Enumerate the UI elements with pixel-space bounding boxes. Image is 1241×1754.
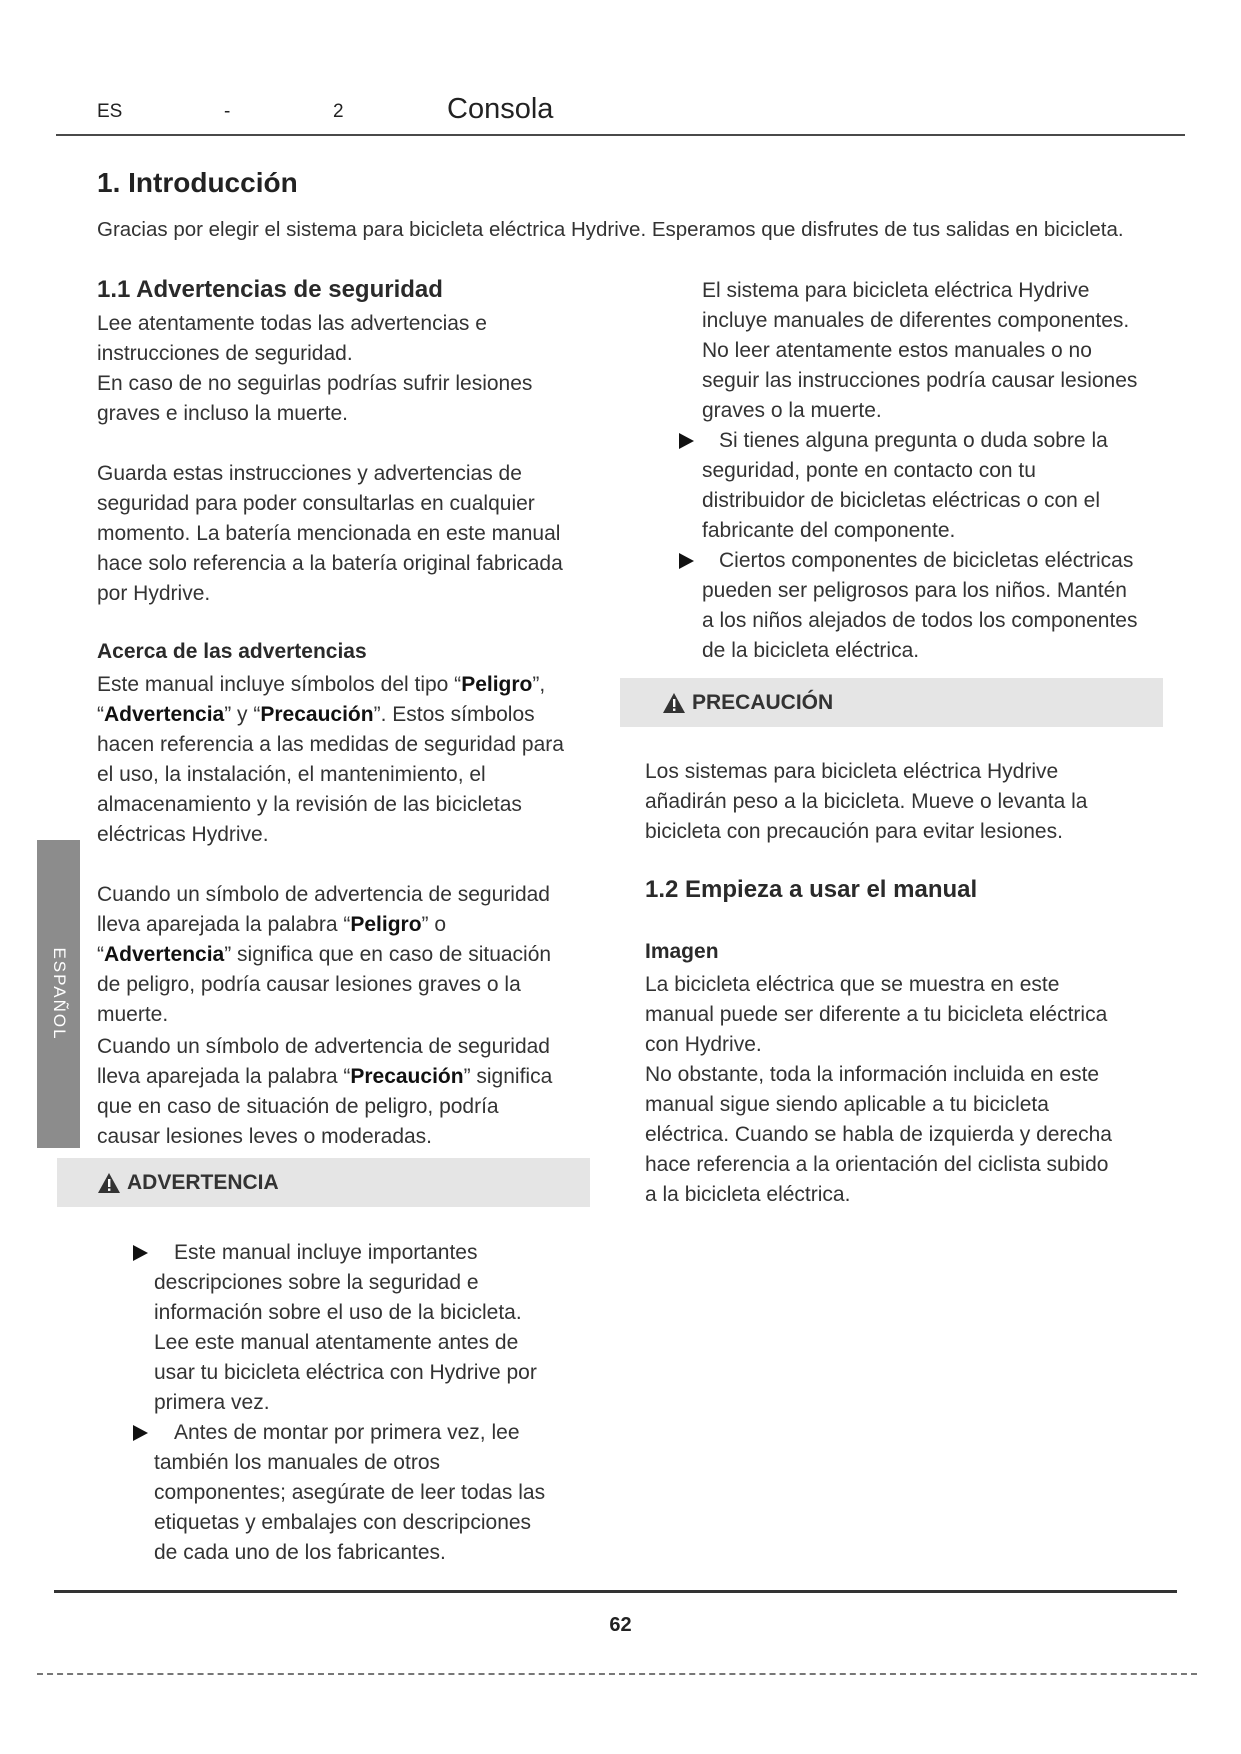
header-lang: ES (97, 101, 123, 122)
caution-banner-label: PRECAUCIÓN (692, 690, 834, 714)
triangle-bullet-icon (133, 1425, 148, 1441)
list-item: Antes de montar por primera vez, lee también los manuales de otros componentes; asegúrate de leer todas las etiquetas y embalajes con descripciones de cada uno de los fabricantes. (154, 1418, 559, 1568)
safety-paragraph-2: En caso de no seguirlas podrías sufrir lesiones graves e incluso la muerte. (97, 372, 533, 425)
warning-triangle-icon (97, 1172, 121, 1194)
triangle-bullet-icon (679, 553, 694, 569)
language-side-tab-label: ESPAÑOL (49, 947, 69, 1041)
warning-list (154, 1238, 559, 1568)
safety-info-list (702, 426, 1142, 666)
intro-heading: 1. Introducción (97, 167, 298, 198)
page-number: 62 (609, 1614, 632, 1636)
footer-rule (54, 1590, 1177, 1593)
warning-banner (57, 1158, 590, 1207)
language-side-tab (37, 840, 80, 1148)
about-warnings-heading: Acerca de las advertencias (97, 640, 367, 663)
caution-triangle-icon (662, 692, 686, 714)
caution-text: Los sistemas para bicicleta eléctrica Hydrive añadirán peso a la bicicleta. Mueve o levanta la bicicleta con precaución para evitar lesiones. (645, 760, 1088, 843)
manual-start-heading: 1.2 Empieza a usar el manual (645, 876, 978, 903)
image-paragraph-2: No obstante, toda la información incluida en este manual sigue siendo aplicable a tu bicicleta eléctrica. Cuando se habla de izquierda y derecha hace referencia a la orientación del ciclista subido a la bicicleta eléctrica. (645, 1063, 1112, 1206)
image-section (645, 970, 1125, 1210)
list-item: Ciertos componentes de bicicletas eléctricas pueden ser peligrosos para los niños. Mantén a los niños alejados de todos los componentes de la bicicleta eléctrica. (702, 546, 1142, 666)
triangle-bullet-icon (133, 1245, 148, 1261)
intro-text: Gracias por elegir el sistema para bicicleta eléctrica Hydrive. Esperamos que disfrutes de tus salidas en bicicleta. (97, 218, 1124, 241)
caution-explanation: Cuando un símbolo de advertencia de seguridad lleva aparejada la palabra “Precaución” significa que en caso de situación de peligro, podría causar lesiones leves o moderadas. (97, 1035, 553, 1148)
header-rule (56, 134, 1185, 136)
scan-edge-line (37, 1673, 1197, 1675)
triangle-bullet-icon (679, 433, 694, 449)
list-item: Este manual incluye importantes descripciones sobre la seguridad e información sobre el uso de la bicicleta. Lee este manual atentamente antes de usar tu bicicleta eléctrica con Hydrive por primera vez. (154, 1238, 559, 1418)
image-paragraph-1: La bicicleta eléctrica que se muestra en este manual puede ser diferente a tu bicicleta eléctrica con Hydrive. (645, 973, 1108, 1056)
safety-heading: 1.1 Advertencias de seguridad (97, 276, 443, 303)
about-warnings-text: Este manual incluye símbolos del tipo “Peligro”, “Advertencia” y “Precaución”. Estos símbolos hacen referencia a las medidas de seguridad para el uso, la instalación, el mantenimiento, el almacenamiento y la revisión de las bicicletas eléctricas Hydrive. (97, 673, 564, 846)
warning-banner-label: ADVERTENCIA (127, 1170, 279, 1194)
image-heading: Imagen (645, 940, 719, 963)
header-title: Consola (447, 93, 554, 125)
components-manual-paragraph: El sistema para bicicleta eléctrica Hydrive incluye manuales de diferentes componentes. No leer atentamente estos manuales o no seguir las instrucciones podría causar lesiones graves o la muerte. (702, 279, 1138, 422)
safety-paragraph-3: Guarda estas instrucciones y advertencias de seguridad para poder consultarlas en cualquier momento. La batería mencionada en este manual hace solo referencia a la batería original fabricada por Hydrive. (97, 462, 563, 605)
list-item: Si tienes alguna pregunta o duda sobre la seguridad, ponte en contacto con tu distribuidor de bicicletas eléctricas o con el fabricante del componente. (702, 426, 1142, 546)
danger-warning-explanation: Cuando un símbolo de advertencia de seguridad lleva aparejada la palabra “Peligro” o “Advertencia” significa que en caso de situación de peligro, podría causar lesiones graves o la muerte. (97, 883, 552, 1026)
header-section-number: 2 (333, 101, 344, 122)
safety-paragraph-1: Lee atentamente todas las advertencias e instrucciones de seguridad. (97, 312, 487, 365)
header-dash: - (224, 101, 231, 122)
caution-banner (620, 678, 1163, 727)
safety-intro (97, 309, 567, 429)
